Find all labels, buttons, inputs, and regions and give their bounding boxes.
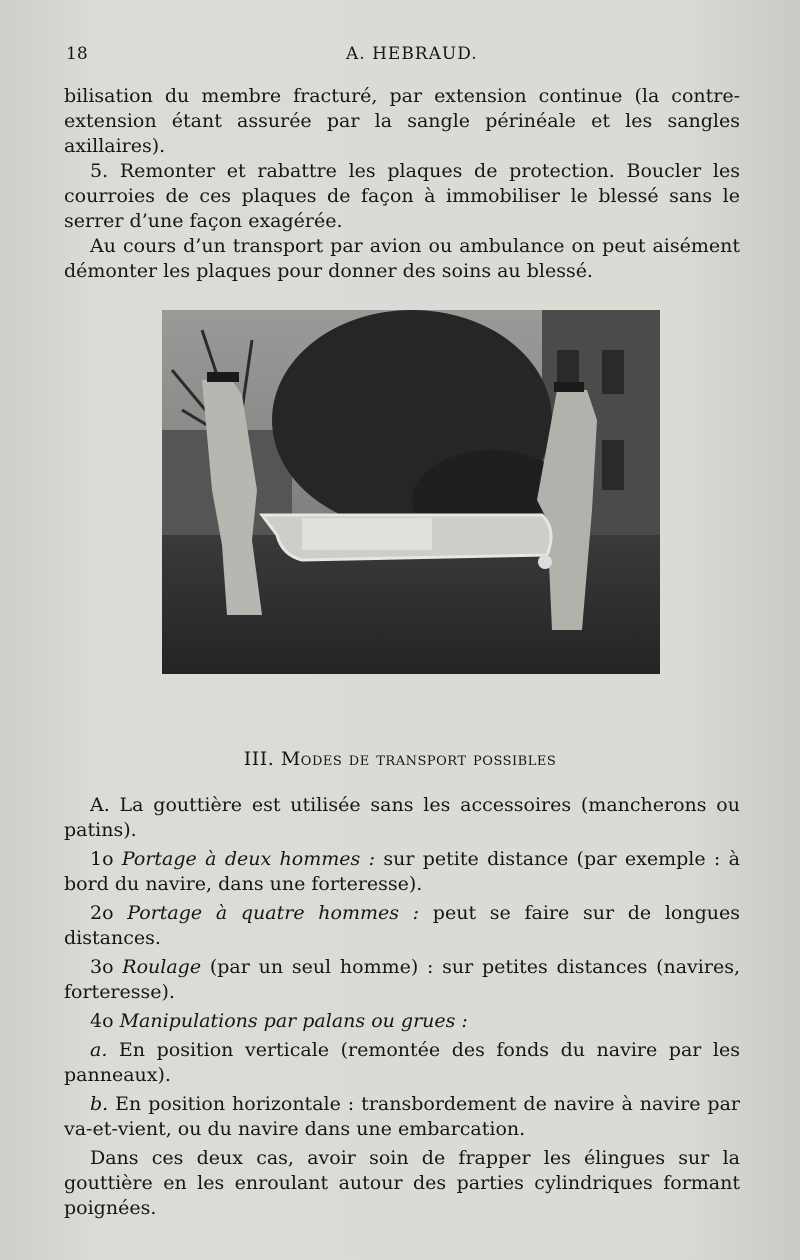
item-2 [64,901,740,951]
building-window [602,440,624,490]
item-number: 4o [90,1010,120,1032]
photo-illustration [162,310,660,674]
item-3 [64,955,740,1005]
item-title: Manipulations par palans ou grues : [119,1010,468,1032]
item-number: 1o [90,848,122,870]
item-text: (par un seul homme) : sur petites distances (navires, forteresse). [64,956,740,1003]
paragraph-transport-note: Au cours d’un transport par avion ou ambulance on peut aisément démonter les plaques pour donner des soins au blessé. [64,235,740,282]
closing-paragraph: Dans ces deux cas, avoir soin de frapper les élingues sur la gouttière en les enroulant autour des parties cylindriques formant poignées. [64,1147,740,1219]
item-number: 2o [90,902,128,924]
right-sailor-cap [554,382,584,392]
running-head: A. HEBRAUD. [346,44,478,64]
item-4 [64,1009,740,1034]
sub-item-text: En position horizontale : transbordement de navire à navire par va-et-vient, ou du navire dans une embarcation. [64,1093,740,1140]
item-text: peut se faire sur de longues distances. [64,902,740,949]
paragraph-continuation: bilisation du membre fracturé, par extension continue (la contre-extension étant assurée par la sangle périnéale et les sangles axillaires). [64,85,740,157]
left-sailor-cap [207,372,239,382]
item-title: Roulage [122,956,202,978]
stretcher-wheel [538,555,552,569]
item-1 [64,847,740,897]
sub-item-text: En position verticale (remontée des fonds du navire par les panneaux). [64,1039,740,1086]
item-number: 3o [90,956,123,978]
item-text: sur petite distance (par exemple : à bord du navire, dans une forteresse). [64,848,741,895]
casualty-body [302,518,432,550]
page-header [66,44,734,68]
stretcher-photograph [162,310,660,674]
top-text-block [64,84,740,284]
item-title: Portage à quatre hommes : [127,902,420,924]
sub-item-letter: b. [90,1093,109,1115]
building-window [602,350,624,394]
paragraph-a: A. La gouttière est utilisée sans les accessoires (mancherons ou patins). [64,794,740,841]
sub-item-b [64,1092,740,1142]
sub-item-letter: a. [90,1039,108,1061]
section-heading: III. Modes de transport possibles [243,748,557,770]
sub-item-a [64,1038,740,1088]
paragraph-step-5: 5. Remonter et rabattre les plaques de protection. Boucler les courroies de ces plaques de façon à immobiliser le blessé sans le serrer d’une façon exagérée. [64,160,740,232]
transport-modes-block [64,793,740,1225]
item-title: Portage à deux hommes : [121,848,375,870]
page-number: 18 [66,44,88,64]
